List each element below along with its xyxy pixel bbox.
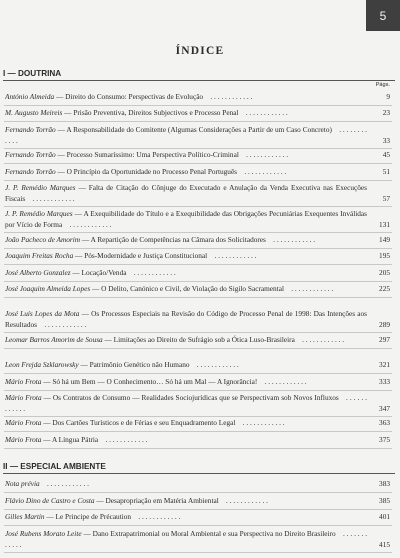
entry-title: Só há um Bem — O Conhecimento… Só há um Mal — A Ignorância!	[52, 377, 258, 386]
toc-entry-text	[5, 92, 367, 103]
entry-page-number: 149	[379, 235, 390, 244]
toc-entry-text	[5, 150, 367, 161]
toc-entry-text	[5, 360, 367, 371]
entry-divider	[4, 492, 392, 493]
entry-divider	[4, 416, 392, 417]
entry-title: A Língua Pátria	[51, 435, 99, 444]
entry-title: Processo Sumaríssimo: Uma Perspectiva Político-Criminal	[66, 150, 239, 159]
dot-leader: . . . . . . . . . . . .	[5, 393, 367, 413]
entry-title: Os Contratos de Consumo — Realidades Sociojurídicas que se Perspectivam sob Novos Influxos	[52, 393, 339, 402]
entry-page-number: 289	[379, 319, 390, 329]
entry-separator: —	[102, 335, 114, 344]
entry-separator: —	[62, 108, 74, 117]
entry-author: Flávio Dino de Castro e Costa	[5, 496, 95, 505]
toc-entry-text	[5, 529, 367, 550]
entry-divider	[4, 448, 392, 449]
entry-page-number: 195	[379, 251, 390, 260]
entry-page-number: 415	[379, 539, 390, 549]
entry-separator: —	[41, 393, 53, 402]
entry-separator: —	[79, 309, 92, 318]
entry-author: António Almeida	[5, 92, 55, 101]
entry-author: Leomar Barros Amorim de Sousa	[5, 335, 103, 344]
entry-author: Nota prévia	[5, 479, 40, 488]
entry-divider	[4, 332, 392, 333]
section-heading-especial-ambiente: II — ESPECIAL AMBIENTE	[3, 461, 395, 474]
dot-leader: . . . . . . . . . . . .	[5, 125, 367, 145]
entry-page-number: 347	[379, 403, 390, 413]
dot-leader: . . . . . . . . . . . .	[294, 335, 345, 344]
toc-entry-text	[5, 108, 367, 119]
index-title: ÍNDICE	[175, 45, 225, 57]
dot-leader: . . . . . . . . . . . .	[39, 479, 89, 488]
entry-separator: —	[70, 268, 82, 277]
entry-separator: —	[55, 167, 67, 176]
entry-author: José Joaquim Almeida Lopes	[5, 284, 91, 293]
page-number-badge: 5	[366, 0, 400, 31]
entry-author: Mário Frota	[5, 435, 42, 444]
entry-divider	[4, 373, 392, 374]
dot-leader: . . . . . . . . . . . .	[218, 496, 269, 505]
entry-title: Patrimônio Genético não Humano	[89, 360, 190, 369]
entry-separator: —	[55, 125, 67, 134]
entry-title: Falta de Citação do Cônjuge do Executado e Anulação da Venda Executiva nas Execuções Fiscais	[5, 183, 367, 203]
entry-divider	[4, 525, 392, 526]
toc-entry-text	[5, 393, 367, 414]
entry-title: Le Principe de Précaution	[55, 512, 132, 521]
dot-leader: . . . . . . . . . . . .	[237, 167, 287, 176]
entry-title: A Repartição de Competências na Câmara dos Solicitadores	[90, 235, 266, 244]
entry-divider	[4, 509, 392, 510]
entry-author: Joaquim Freitas Rocha	[5, 251, 74, 260]
entry-divider	[4, 206, 392, 207]
toc-entry-text	[5, 251, 367, 262]
entry-title: Locação/Venda	[81, 268, 127, 277]
entry-divider	[4, 390, 392, 391]
entry-page-number: 383	[379, 479, 390, 488]
toc-entry-text	[5, 125, 367, 146]
dot-leader: . . . . . . . . . . . .	[126, 268, 176, 277]
entry-page-number: 205	[379, 268, 390, 277]
pages-column-label: Págs.	[375, 82, 390, 88]
entry-author: J. P. Remédio Marques	[5, 209, 73, 218]
entry-author: Leon Frejda Szklarowsky	[5, 360, 79, 369]
entry-title: Limitações ao Direito de Sufrágio sob a Ótica Luso-Brasileira	[113, 335, 295, 344]
toc-entry-text	[5, 496, 367, 507]
entry-page-number: 297	[379, 335, 390, 344]
entry-separator: —	[41, 435, 52, 444]
entry-divider	[4, 148, 392, 149]
entry-title: A Responsabilidade do Comitente (Algumas Considerações a Partir de um Caso Concreto)	[66, 125, 332, 134]
entry-title: Pós-Modernidade e Justiça Constitucional	[84, 251, 208, 260]
entry-page-number: 401	[379, 512, 390, 521]
dot-leader: . . . . . . . . . . . .	[235, 418, 285, 427]
entry-divider	[4, 163, 392, 164]
entry-author: José Luís Lopes da Mota	[5, 309, 80, 318]
entry-divider	[4, 232, 392, 233]
entry-author: Fernando Torrão	[5, 167, 56, 176]
entry-divider	[4, 348, 392, 349]
toc-entry-text	[5, 309, 367, 330]
toc-entry-text	[5, 335, 367, 346]
entry-title: O Princípio da Oportunidade no Processo Penal Português	[66, 167, 238, 176]
entry-page-number: 9	[386, 92, 390, 101]
entry-divider	[4, 121, 392, 122]
entry-title: Desapropriação em Matéria Ambiental	[105, 496, 219, 505]
entry-title: Dano Extrapatrimonial ou Moral Ambiental e sua Perspectiva no Direito Brasileiro	[92, 529, 336, 538]
entry-separator: —	[80, 235, 91, 244]
dot-leader: . . . . . . . . . . . .	[189, 360, 239, 369]
entry-title: Direito do Consumo: Perspectivas de Evolução	[65, 92, 204, 101]
dot-leader: . . . . . . . . . . . .	[257, 377, 307, 386]
entry-separator: —	[94, 496, 106, 505]
dot-leader: . . . . . . . . . . . .	[98, 435, 148, 444]
entry-page-number: 385	[379, 496, 390, 505]
entry-author: José Alberto Gonzalez	[5, 268, 71, 277]
dot-leader: . . . . . . . . . . . .	[131, 512, 181, 521]
toc-entry-text	[5, 209, 367, 230]
entry-title: Os Processos Especiais na Revisão do Código de Processo Penal de 1998: Das Intenções aos Resultados	[5, 309, 367, 329]
entry-author: Fernando Torrão	[5, 150, 56, 159]
entry-divider	[4, 431, 392, 432]
entry-author: José Rubens Morato Leite	[5, 529, 82, 538]
entry-divider	[4, 180, 392, 181]
entry-separator: —	[54, 92, 66, 101]
entry-author: Mário Frota	[5, 418, 42, 427]
dot-leader: . . . . . . . . . . . .	[238, 150, 289, 159]
entry-title: Prisão Preventiva, Direitos Subjectivos e Processo Penal	[73, 108, 239, 117]
entry-separator: —	[81, 529, 93, 538]
entry-divider	[4, 248, 392, 249]
entry-author: João Pacheco de Amorim	[5, 235, 81, 244]
entry-page-number: 33	[382, 135, 390, 145]
section-heading-doutrina: I — DOUTRINA	[3, 68, 395, 81]
dot-leader: . . . . . . . . . . . .	[62, 219, 112, 229]
entry-page-number: 375	[379, 435, 390, 444]
toc-entry-text	[5, 512, 367, 523]
entry-author: Gilles Martin	[5, 512, 45, 521]
entry-separator: —	[90, 284, 102, 293]
dot-leader: . . . . . . . . . . . .	[37, 319, 87, 329]
entry-separator: —	[41, 418, 53, 427]
dot-leader: . . . . . . . . . . . .	[238, 108, 288, 117]
entry-separator: —	[75, 183, 89, 192]
dot-leader: . . . . . . . . . . . .	[5, 529, 367, 549]
entry-divider	[4, 552, 392, 553]
dot-leader: . . . . . . . . . . . .	[25, 193, 75, 203]
toc-entry-text	[5, 284, 367, 295]
entry-title: O Delito, Canónico e Civil, de Violação do Sigilo Sacramental	[101, 284, 284, 293]
entry-separator: —	[41, 377, 53, 386]
dot-leader: . . . . . . . . . . . .	[203, 92, 253, 101]
entry-page-number: 23	[382, 108, 390, 117]
entry-author: Mário Frota	[5, 393, 42, 402]
entry-page-number: 57	[382, 193, 390, 203]
entry-divider	[4, 281, 392, 282]
entry-title: A Exequibilidade do Título e a Exequibilidade das Obrigações Pecuniárias Exequentes Inválidas por Vício de Forma	[5, 209, 367, 229]
entry-page-number: 225	[379, 284, 390, 293]
entry-page-number: 333	[379, 377, 390, 386]
entry-separator: —	[73, 251, 85, 260]
entry-separator: —	[78, 360, 90, 369]
toc-entry-text	[5, 167, 367, 178]
entry-divider	[4, 105, 392, 106]
entry-author: Fernando Torrão	[5, 125, 56, 134]
entry-author: Mário Frota	[5, 377, 42, 386]
entry-title: Dos Cartões Turísticos e de Férias e seu Enquadramento Legal	[52, 418, 236, 427]
dot-leader: . . . . . . . . . . . .	[283, 284, 334, 293]
entry-page-number: 51	[382, 167, 390, 176]
toc-entry-text	[5, 183, 367, 204]
entry-author: M. Augusto Meireis	[5, 108, 63, 117]
toc-entry-text	[5, 235, 367, 246]
entry-page-number: 321	[379, 360, 390, 369]
toc-entry-text	[5, 479, 367, 490]
entry-separator: —	[55, 150, 67, 159]
toc-entry-text	[5, 435, 367, 446]
dot-leader: . . . . . . . . . . . .	[207, 251, 257, 260]
entry-divider	[4, 264, 392, 265]
entry-page-number: 131	[379, 219, 390, 229]
entry-divider	[4, 297, 392, 298]
dot-leader: . . . . . . . . . . . .	[265, 235, 316, 244]
entry-separator: —	[72, 209, 84, 218]
entry-page-number: 363	[379, 418, 390, 427]
toc-entry-text	[5, 418, 367, 429]
entry-page-number: 45	[382, 150, 390, 159]
toc-entry-text	[5, 377, 367, 388]
toc-entry-text	[5, 268, 367, 279]
entry-author: J. P. Remédio Marques	[5, 183, 76, 192]
entry-separator: —	[44, 512, 56, 521]
